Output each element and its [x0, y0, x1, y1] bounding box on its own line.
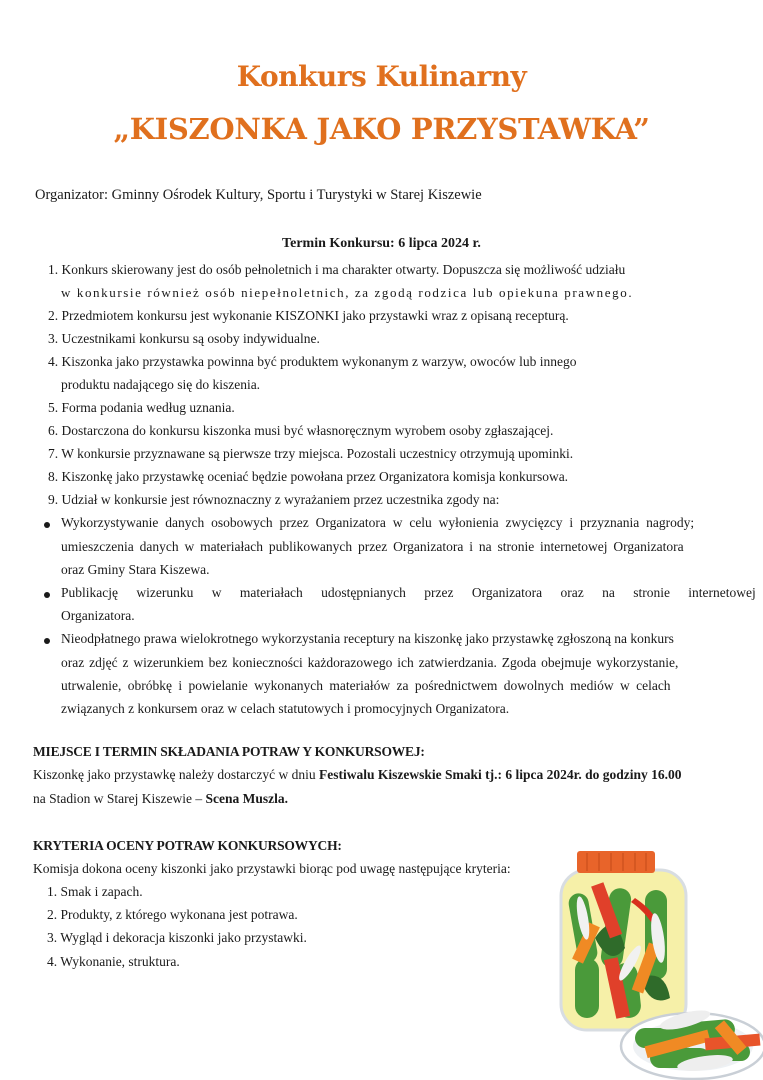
consent-2: Publikację wizerunku w materiałach udostępnianych przez Organizatora oraz na stronie internetowej	[61, 585, 756, 600]
rule-4-cont: produktu nadającego się do kiszenia.	[61, 377, 261, 392]
consent-3-cont2: utrwalenie, obróbkę i powielanie wykonanych materiałów za pośrednictwem dowolnych mediów w celach	[61, 678, 671, 693]
rule-1: 1. Konkurs skierowany jest do osób pełnoletnich i ma charakter otwarty. Dopuszcza się możliwość udziału	[48, 262, 626, 277]
criteria-heading: KRYTERIA OCENY POTRAW KONKURSOWYCH:	[33, 838, 342, 853]
consent-1: Wykorzystywanie danych osobowych przez Organizatora w celu wyłonienia zwycięzcy i przyznania nagrody;	[61, 515, 695, 530]
criterion-2: 2. Produkty, z którego wykonana jest potrawa.	[47, 907, 298, 922]
rule-6: 6. Dostarczona do konkursu kiszonka musi być własnoręcznym wyrobem osoby zgłaszającej.	[48, 423, 554, 438]
consent-3: Nieodpłatnego prawa wielokrotnego wykorzystania receptury na kiszonkę jako przystawkę zgłoszoną na konkurs	[61, 631, 674, 646]
rule-9: 9. Udział w konkursie jest równoznaczny z wyrażaniem przez uczestnika zgody na:	[48, 492, 500, 507]
delivery-line-2: na Stadion w Starej Kiszewie – Scena Muszla.	[33, 791, 288, 806]
criterion-4: 4. Wykonanie, struktura.	[47, 954, 180, 969]
criteria-intro: Komisja dokona oceny kiszonki jako przystawki biorąc pod uwagę następujące kryteria:	[33, 861, 511, 876]
delivery-heading: MIEJSCE I TERMIN SKŁADANIA POTRAW Y KONKURSOWEJ:	[33, 744, 425, 759]
criterion-3: 3. Wygląd i dekoracja kiszonki jako przystawki.	[47, 930, 307, 945]
rule-4: 4. Kiszonka jako przystawka powinna być produktem wykonanym z warzyw, owoców lub innego	[48, 354, 577, 369]
consent-1-cont2: oraz Gminy Stara Kiszewa.	[61, 562, 210, 577]
rule-7: 7. W konkursie przyznawane są pierwsze trzy miejsca. Pozostali uczestnicy otrzymują upominki.	[48, 446, 574, 461]
consent-2-cont: Organizatora.	[61, 608, 135, 623]
title-line-1: Konkurs Kulinarny	[236, 60, 527, 93]
delivery-date: Festiwalu Kiszewskie Smaki tj.: 6 lipca 2024r. do godziny 16.00	[319, 767, 682, 782]
consent-3-cont: oraz zdjęć z wizerunkiem bez konieczności każdorazowego ich zatwierdzania. Zgoda obejmuje wykorzystanie,	[61, 655, 679, 670]
delivery-line-1: Kiszonkę jako przystawkę należy dostarczyć w dniu Festiwalu Kiszewskie Smaki tj.: 6 lipca 2024r. do godziny 16.00	[33, 767, 682, 782]
rule-5: 5. Forma podania według uznania.	[48, 400, 235, 415]
consent-1-cont: umieszczenia danych w materiałach publikowanych przez Organizatora i na stronie internetowej Organizatora	[61, 539, 684, 554]
bullet-icon	[44, 638, 50, 644]
criterion-1: 1. Smak i zapach.	[47, 884, 143, 899]
pickle-jar-illustration	[555, 848, 763, 1080]
contest-date: Termin Konkursu: 6 lipca 2024 r.	[282, 236, 481, 251]
rule-8: 8. Kiszonkę jako przystawkę oceniać będzie powołana przez Organizatora komisja konkursowa.	[48, 469, 569, 484]
delivery-venue: Scena Muszla.	[205, 791, 288, 806]
title-line-2: „KISZONKA JAKO PRZYSTAWKA”	[113, 112, 650, 146]
rule-1-cont: w konkursie również osób niepełnoletnich, za zgodą rodzica lub opiekuna prawnego.	[61, 285, 634, 300]
organizer-text: Organizator: Gminny Ośrodek Kultury, Sportu i Turystyki w Starej Kiszewie	[35, 187, 482, 203]
bullet-icon	[44, 522, 50, 528]
pickle-jar-icon	[555, 848, 763, 1080]
rule-3: 3. Uczestnikami konkursu są osoby indywidualne.	[48, 331, 320, 346]
consent-3-cont3: związanych z konkursem oraz w celach statutowych i promocyjnych Organizatora.	[61, 701, 510, 716]
rule-2: 2. Przedmiotem konkursu jest wykonanie KISZONKI jako przystawki wraz z opisaną recepturą.	[48, 308, 569, 323]
bullet-icon	[44, 592, 50, 598]
